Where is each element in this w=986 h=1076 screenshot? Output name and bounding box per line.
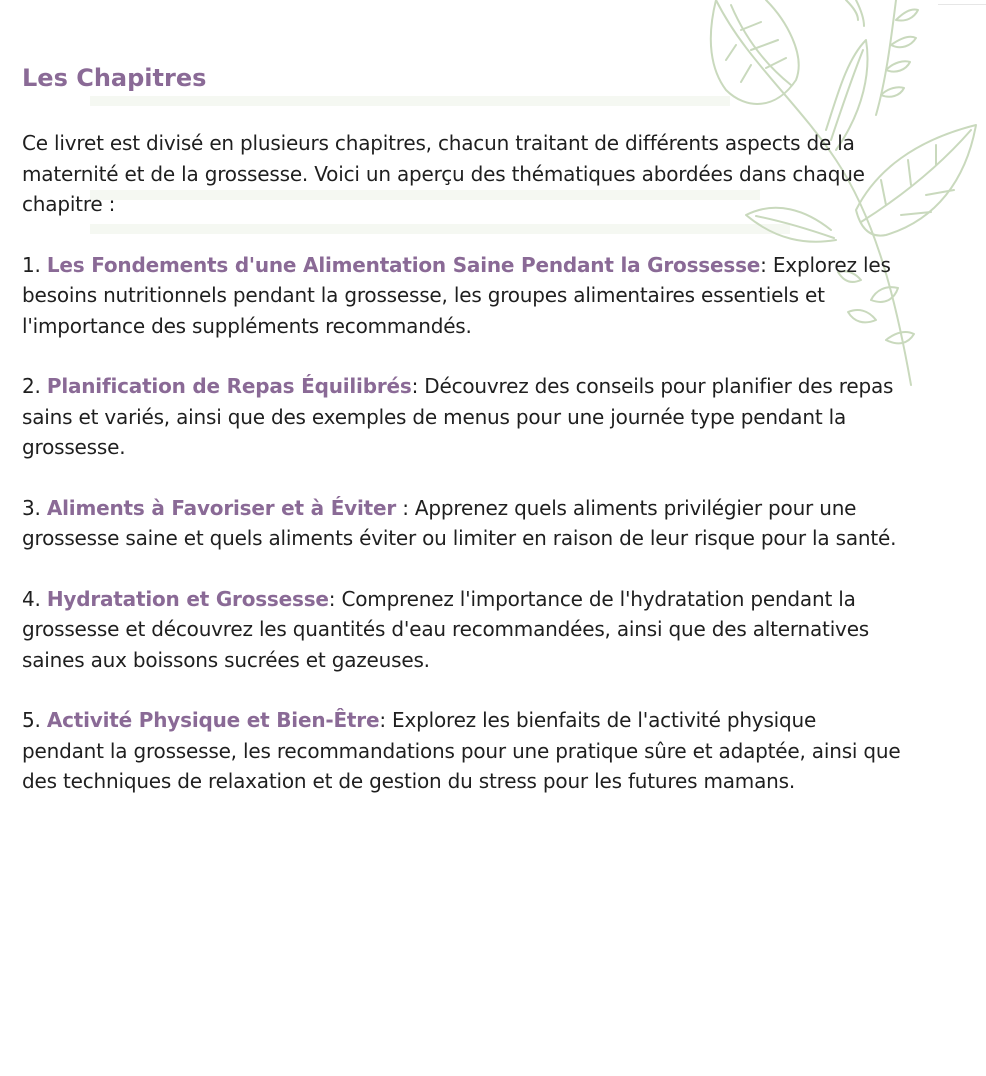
- chapter-item: [22, 584, 902, 676]
- chapter-item: [22, 371, 902, 463]
- chapter-separator: :: [396, 495, 409, 520]
- chapter-description: Comprenez l'importance de l'hydratation pendant la grossesse et découvrez les quantités d'eau recommandées, ainsi que des alternatives saines aux boissons sucrées et gazeuses.: [22, 586, 870, 672]
- chapter-description: Explorez les besoins nutritionnels pendant la grossesse, les groupes alimentaires essentiels et l'importance des suppléments recommandés.: [22, 252, 891, 338]
- chapter-separator: :: [328, 586, 336, 611]
- chapter-description: Explorez les bienfaits de l'activité physique pendant la grossesse, les recommandations pour une pratique sûre et adaptée, ainsi que des techniques de relaxation et de gestion du stress pour les futures mamans.: [22, 708, 901, 793]
- chapters-section: [22, 58, 902, 827]
- intro-paragraph: Ce livret est divisé en plusieurs chapitres, chacun traitant de différents aspects de la maternité et de la grossesse. Voici un aperçu des thématiques abordées dans chaque chapitre :: [22, 131, 865, 216]
- chapter-separator: :: [411, 374, 419, 398]
- chapter-separator: :: [760, 252, 767, 277]
- chapter-title: Hydratation et Grossesse: [46, 586, 329, 611]
- chapter-title: Aliments à Favoriser et à Éviter: [46, 495, 397, 520]
- chapter-title: Activité Physique et Bien-Être: [46, 708, 380, 732]
- chapter-description: Apprenez quels aliments privilégier pour une grossesse saine et quels aliments éviter ou limiter en raison de leur risque pour la santé.: [22, 495, 897, 550]
- chapter-description: Découvrez des conseils pour planifier des repas sains et variés, ainsi que des exemples de menus pour une journée type pendant la grossesse.: [22, 374, 894, 459]
- chapter-number: 5.: [22, 708, 41, 732]
- chapter-item: [22, 493, 902, 554]
- chapter-title: Les Fondements d'une Alimentation Saine Pendant la Grossesse: [46, 252, 761, 277]
- chapter-separator: :: [379, 708, 386, 732]
- chapter-item: [22, 250, 902, 342]
- chapter-item: [22, 705, 902, 797]
- top-divider: [938, 4, 986, 5]
- chapter-title: Planification de Repas Équilibrés: [46, 374, 412, 398]
- chapter-number: 3.: [22, 495, 41, 520]
- page-title: Les Chapitres: [22, 64, 207, 92]
- chapter-number: 2.: [22, 374, 41, 398]
- chapter-number: 4.: [22, 586, 41, 611]
- chapter-number: 1.: [22, 252, 41, 277]
